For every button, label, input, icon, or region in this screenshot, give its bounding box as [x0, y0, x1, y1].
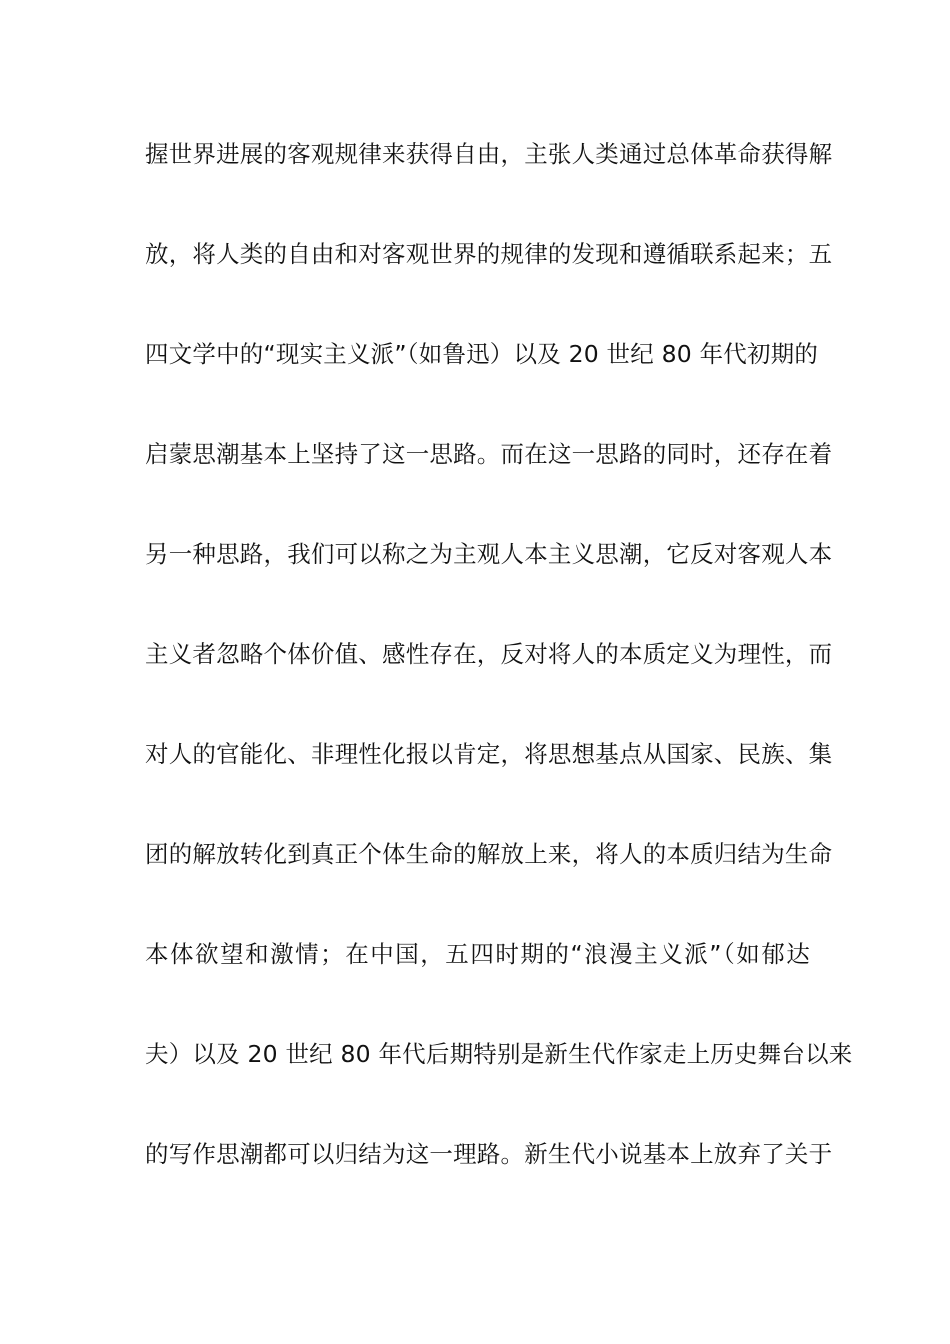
text-line: 团的解放转化到真正个体生命的解放上来，将人的本质归结为生命 — [145, 840, 833, 868]
text-line: 本体欲望和激情；在中国，五四时期的“浪漫主义派”（如郁达 — [145, 940, 810, 968]
text-line: 四文学中的“现实主义派”（如鲁迅）以及 20 世纪 80 年代初期的 — [145, 340, 819, 368]
text-line: 对人的官能化、非理性化报以肯定，将思想基点从国家、民族、集 — [145, 740, 833, 768]
body-text — [145, 130, 853, 1230]
text-line: 夫）以及 20 世纪 80 年代后期特别是新生代作家走上历史舞台以来 — [145, 1040, 853, 1068]
text-line: 主义者忽略个体价值、感性存在，反对将人的本质定义为理性，而 — [145, 640, 833, 668]
text-line: 启蒙思潮基本上坚持了这一思路。而在这一思路的同时，还存在着 — [145, 440, 833, 468]
text-line: 握世界进展的客观规律来获得自由，主张人类通过总体革命获得解 — [145, 140, 833, 168]
text-line: 另一种思路，我们可以称之为主观人本主义思潮，它反对客观人本 — [145, 540, 833, 568]
text-line: 的写作思潮都可以归结为这一理路。新生代小说基本上放弃了关于 — [145, 1140, 833, 1168]
text-line: 放，将人类的自由和对客观世界的规律的发现和遵循联系起来；五 — [145, 240, 833, 268]
